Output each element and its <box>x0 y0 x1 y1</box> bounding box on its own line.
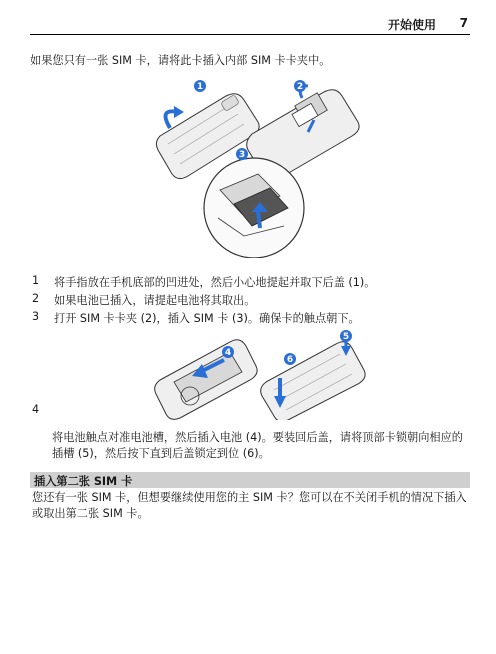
callout-5-icon <box>340 330 352 342</box>
callout-4-icon <box>222 346 234 358</box>
list-item <box>32 310 472 328</box>
battery-cover-illustration <box>150 330 370 420</box>
header-title: 开始使用 <box>387 18 436 32</box>
step-number: 2 <box>32 292 40 305</box>
svg-text:6: 6 <box>286 355 294 365</box>
step-number: 1 <box>32 274 40 287</box>
intro-paragraph: 如果您只有一张 SIM 卡，请将此卡插入内部 SIM 卡卡夹中。 <box>30 54 331 67</box>
step-number: 3 <box>32 310 40 323</box>
callout-3-icon <box>236 148 248 160</box>
step-text: 如果电池已插入，请提起电池将其取出。 <box>54 294 256 307</box>
svg-text:3: 3 <box>238 150 246 160</box>
phone-cover-closed-illustration <box>261 338 365 420</box>
list-item <box>32 292 472 310</box>
sim-card-detail-circle <box>204 158 304 258</box>
page-number: 7 <box>459 16 468 30</box>
callout-6-icon <box>284 353 296 365</box>
section-body: 您还有一张 SIM 卡，但想要继续使用您的主 SIM 卡？您可以在不关闭手机的情况下插入或取出第二张 SIM 卡。 <box>32 491 467 520</box>
step-text: 打开 SIM 卡卡夹 (2)，插入 SIM 卡 (3)。确保卡的触点朝下。 <box>54 312 360 325</box>
phone-battery-illustration <box>155 340 257 420</box>
list-item <box>32 274 472 292</box>
page-header <box>30 14 470 35</box>
sim-insertion-illustration <box>148 78 378 258</box>
section-heading: 插入第二张 SIM 卡 <box>34 475 133 488</box>
svg-text:2: 2 <box>296 82 304 92</box>
callout-2-icon <box>294 80 306 92</box>
svg-text:4: 4 <box>224 348 232 358</box>
svg-text:1: 1 <box>196 82 204 92</box>
step-number: 4 <box>32 403 40 416</box>
step-text: 将电池触点对准电池槽，然后插入电池 (4)。要装回后盖，请将顶部卡锁朝向相应的插槽 (5)，然后按下直到后盖锁定到位 (6)。 <box>52 431 463 460</box>
callout-1-icon <box>194 80 206 92</box>
svg-text:5: 5 <box>342 332 350 342</box>
step-text: 将手指放在手机底部的凹进处，然后小心地提起并取下后盖 (1)。 <box>54 276 376 289</box>
section-heading-bar <box>30 472 470 488</box>
